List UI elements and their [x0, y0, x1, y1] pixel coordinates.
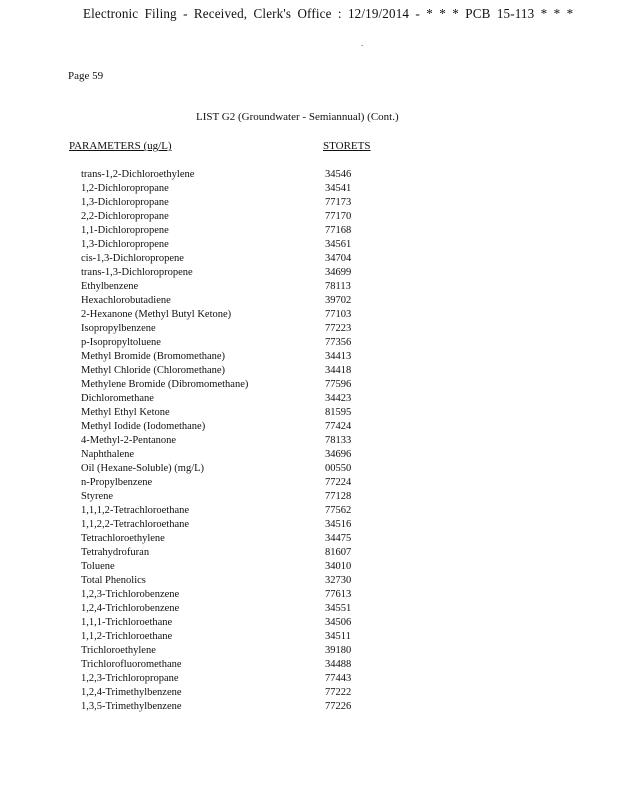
storets-column-header: STORETS — [323, 140, 371, 152]
parameter-name: Methylene Bromide (Dibromomethane) — [81, 379, 249, 390]
list-item — [0, 336, 618, 350]
storet-code: 77226 — [325, 701, 352, 712]
list-item — [0, 420, 618, 434]
parameter-name: Hexachlorobutadiene — [81, 295, 171, 306]
list-item — [0, 406, 618, 420]
list-item — [0, 700, 618, 714]
list-item — [0, 434, 618, 448]
parameter-name: 2-Hexanone (Methyl Butyl Ketone) — [81, 309, 232, 320]
list-item — [0, 350, 618, 364]
filing-header: Electronic Filing - Received, Clerk's Office : 12/19/2014 - * * * PCB 15-113 * * * — [83, 6, 574, 21]
storet-code: 78113 — [325, 281, 351, 292]
parameter-name: n-Propylbenzene — [81, 477, 153, 488]
storet-code: 77173 — [325, 197, 352, 208]
parameter-name: Total Phenolics — [81, 575, 146, 586]
list-item — [0, 238, 618, 252]
parameter-name: 1,1,1-Trichloroethane — [81, 617, 173, 628]
storet-code: 78133 — [325, 435, 352, 446]
list-item — [0, 644, 618, 658]
page-number: Page 59 — [68, 70, 104, 82]
storet-code: 77356 — [325, 337, 352, 348]
list-item — [0, 322, 618, 336]
parameter-name: cis-1,3-Dichloropropene — [81, 253, 184, 264]
storet-code: 77170 — [325, 211, 352, 222]
list-item — [0, 308, 618, 322]
storet-code: 34010 — [325, 561, 352, 572]
parameter-name: trans-1,2-Dichloroethylene — [81, 169, 195, 180]
list-item — [0, 588, 618, 602]
storet-code: 77443 — [325, 673, 352, 684]
storet-code: 34516 — [325, 519, 352, 530]
list-item — [0, 518, 618, 532]
parameter-name: 2,2-Dichloropropane — [81, 211, 169, 222]
parameter-name: 1,3-Dichloropropane — [81, 197, 169, 208]
list-item — [0, 574, 618, 588]
list-item — [0, 532, 618, 546]
list-item — [0, 364, 618, 378]
parameter-name: trans-1,3-Dichloropropene — [81, 267, 193, 278]
list-item — [0, 224, 618, 238]
list-item — [0, 686, 618, 700]
parameter-name: 1,1-Dichloropropene — [81, 225, 169, 236]
list-item — [0, 252, 618, 266]
storet-code: 77596 — [325, 379, 352, 390]
storet-code: 00550 — [325, 463, 352, 474]
list-item — [0, 210, 618, 224]
list-item — [0, 476, 618, 490]
storet-code: 34704 — [325, 253, 352, 264]
parameter-name: Toluene — [81, 561, 115, 572]
storet-code: 77613 — [325, 589, 352, 600]
list-item — [0, 658, 618, 672]
parameter-name: 1,2,4-Trichlorobenzene — [81, 603, 180, 614]
list-item — [0, 392, 618, 406]
list-item — [0, 280, 618, 294]
list-item — [0, 616, 618, 630]
parameter-name: 1,2-Dichloropropane — [81, 183, 169, 194]
list-item — [0, 448, 618, 462]
storet-code: 77168 — [325, 225, 352, 236]
storet-code: 32730 — [325, 575, 352, 586]
storet-code: 77224 — [325, 477, 352, 488]
storet-code: 77222 — [325, 687, 352, 698]
storet-code: 77424 — [325, 421, 352, 432]
parameter-name: 1,3-Dichloropropene — [81, 239, 169, 250]
parameter-name: Tetrachloroethylene — [81, 533, 165, 544]
parameter-name: 1,2,3-Trichloropropane — [81, 673, 179, 684]
storet-code: 34511 — [325, 631, 351, 642]
list-item — [0, 378, 618, 392]
storet-code: 34413 — [325, 351, 352, 362]
parameter-name: Methyl Iodide (Iodomethane) — [81, 421, 206, 432]
storet-code: 77562 — [325, 505, 352, 516]
parameter-name: Methyl Ethyl Ketone — [81, 407, 170, 418]
parameter-name: p-Isopropyltoluene — [81, 337, 161, 348]
parameter-name: Styrene — [81, 491, 114, 502]
list-item — [0, 182, 618, 196]
storet-code: 34418 — [325, 365, 352, 376]
parameter-name: 1,1,1,2-Tetrachloroethane — [81, 505, 190, 516]
list-item — [0, 630, 618, 644]
list-item — [0, 504, 618, 518]
stray-dot-mark: . — [361, 38, 364, 48]
parameter-name: 1,2,3-Trichlorobenzene — [81, 589, 180, 600]
storet-code: 34475 — [325, 533, 352, 544]
parameter-name: Trichloroethylene — [81, 645, 156, 656]
parameter-name: 1,2,4-Trimethylbenzene — [81, 687, 182, 698]
list-item — [0, 602, 618, 616]
parameters-column-header: PARAMETERS (ug/L) — [69, 140, 172, 152]
list-item — [0, 490, 618, 504]
storet-code: 34551 — [325, 603, 352, 614]
parameter-name: Oil (Hexane-Soluble) (mg/L) — [81, 463, 205, 474]
parameter-name: Dichloromethane — [81, 393, 154, 404]
storet-code: 34506 — [325, 617, 352, 628]
list-item — [0, 168, 618, 182]
storet-code: 77223 — [325, 323, 352, 334]
storet-code: 34546 — [325, 169, 352, 180]
storet-code: 34488 — [325, 659, 352, 670]
parameter-name: 4-Methyl-2-Pentanone — [81, 435, 177, 446]
list-item — [0, 294, 618, 308]
storet-code: 77103 — [325, 309, 352, 320]
parameter-list — [0, 168, 618, 714]
parameter-name: Trichlorofluoromethane — [81, 659, 182, 670]
parameter-name: Tetrahydrofuran — [81, 547, 150, 558]
storet-code: 39180 — [325, 645, 352, 656]
storet-code: 34696 — [325, 449, 352, 460]
parameter-name: 1,3,5-Trimethylbenzene — [81, 701, 182, 712]
storet-code: 81607 — [325, 547, 352, 558]
list-title: LIST G2 (Groundwater - Semiannual) (Cont.) — [196, 111, 399, 123]
list-item — [0, 560, 618, 574]
list-item — [0, 546, 618, 560]
storet-code: 34699 — [325, 267, 352, 278]
list-item — [0, 672, 618, 686]
parameter-name: Methyl Bromide (Bromomethane) — [81, 351, 226, 362]
list-item — [0, 196, 618, 210]
parameter-name: 1,1,2-Trichloroethane — [81, 631, 173, 642]
parameter-name: Naphthalene — [81, 449, 135, 460]
storet-code: 77128 — [325, 491, 352, 502]
storet-code: 81595 — [325, 407, 352, 418]
parameter-name: 1,1,2,2-Tetrachloroethane — [81, 519, 190, 530]
storet-code: 39702 — [325, 295, 352, 306]
list-item — [0, 462, 618, 476]
storet-code: 34423 — [325, 393, 352, 404]
storet-code: 34561 — [325, 239, 352, 250]
parameter-name: Ethylbenzene — [81, 281, 139, 292]
parameter-name: Isopropylbenzene — [81, 323, 156, 334]
parameter-name: Methyl Chloride (Chloromethane) — [81, 365, 226, 376]
storet-code: 34541 — [325, 183, 352, 194]
list-item — [0, 266, 618, 280]
